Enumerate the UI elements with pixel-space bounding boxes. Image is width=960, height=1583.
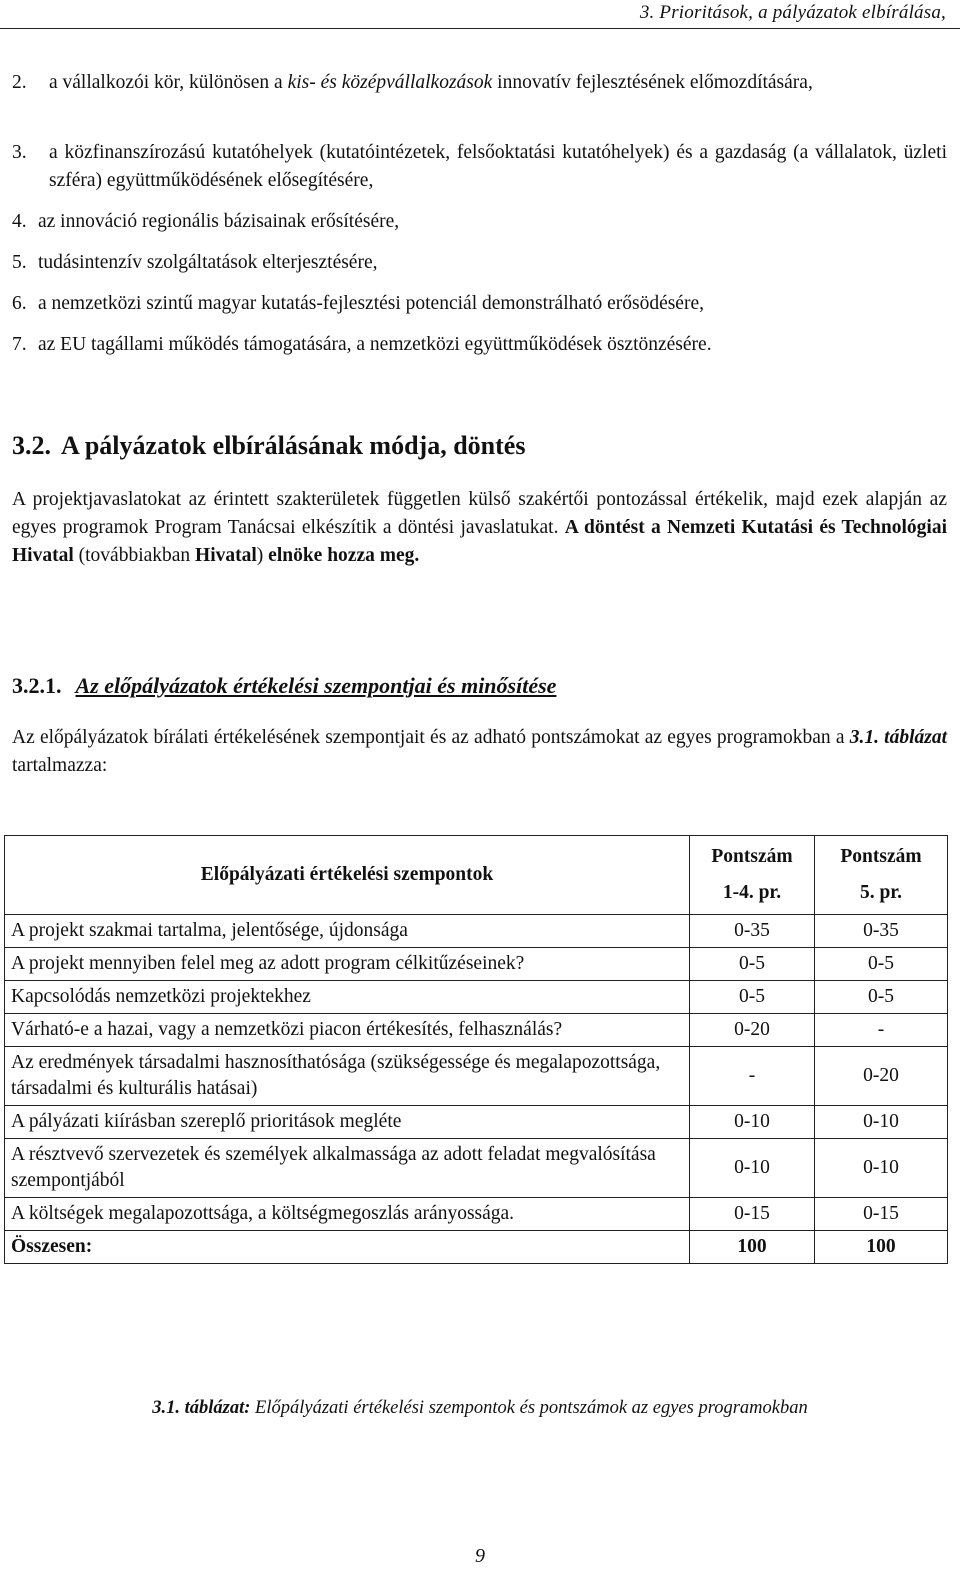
table-reference: 3.1. táblázat — [849, 727, 947, 748]
criterion-cell: A költségek megalapozottsága, a költségmegoszlás arányossága. — [5, 1198, 690, 1231]
points-cell-5: 0-35 — [815, 915, 948, 948]
points-cell-5: 0-10 — [815, 1106, 948, 1139]
section-number: 3.2. — [12, 431, 51, 460]
paragraph-text: tartalmazza: — [12, 755, 108, 776]
list-text — [49, 72, 813, 93]
list-item — [12, 290, 947, 318]
table-row — [5, 1106, 948, 1139]
criterion-cell: Kapcsolódás nemzetközi projektekhez — [5, 981, 690, 1014]
list-number: 6. — [12, 293, 27, 314]
table-header-row — [5, 836, 948, 915]
header-points-5 — [815, 836, 948, 915]
table-row — [5, 948, 948, 981]
points-cell-1-4: 0-10 — [690, 1139, 815, 1198]
criterion-cell: A pályázati kiírásban szereplő prioritások megléte — [5, 1106, 690, 1139]
criterion-cell: A résztvevő szervezetek és személyek alkalmassága az adott feladat megvalósítása szempontjából — [5, 1139, 690, 1198]
evaluation-table — [4, 835, 948, 1264]
page-number: 9 — [475, 1545, 485, 1567]
list-number: 2. — [12, 72, 27, 93]
caption-text: Előpályázati értékelési szempontok és pontszámok az egyes programokban — [250, 1398, 808, 1418]
points-cell-1-4: 0-10 — [690, 1106, 815, 1139]
list-text: a közfinanszírozású kutatóhelyek (kutatóintézetek, felsőoktatási kutatóhelyek) és a gazdaság (a vállalatok, üzleti szféra) együttműködésének elősegítésére, — [49, 142, 947, 191]
points-cell-5: 0-10 — [815, 1139, 948, 1198]
table-row — [5, 1198, 948, 1231]
section-title: A pályázatok elbírálásának módja, döntés — [61, 431, 526, 460]
points-cell-5: - — [815, 1014, 948, 1047]
list-number: 5. — [12, 252, 27, 273]
points-cell-1-4: 0-15 — [690, 1198, 815, 1231]
list-number: 7. — [12, 334, 27, 355]
criterion-cell: Várható-e a hazai, vagy a nemzetközi piacon értékesítés, felhasználás? — [5, 1014, 690, 1047]
paragraph-bold: A döntést a Nemzeti Kutatási és Technológiai Hivatal — [12, 517, 948, 566]
total-points-1-4: 100 — [690, 1231, 815, 1264]
table-row — [5, 981, 948, 1014]
caption-label: 3.1. táblázat: — [152, 1398, 251, 1418]
running-header: 3. Prioritások, a pályázatok elbírálása, — [639, 2, 946, 23]
section-heading — [12, 430, 525, 462]
subsection-heading — [12, 671, 556, 701]
subsection-title: Az előpályázatok értékelési szempontjai és minősítése — [75, 673, 557, 698]
subsection-intro — [12, 724, 947, 780]
header-program-range: 5. pr. — [859, 882, 903, 903]
list-number: 4. — [12, 211, 27, 232]
list-text-part: innovatív fejlesztésének előmozdítására, — [492, 72, 813, 93]
header-points-1-4 — [690, 836, 815, 915]
points-cell-1-4: - — [690, 1047, 815, 1106]
criterion-cell: A projekt mennyiben felel meg az adott program célkitűzéseinek? — [5, 948, 690, 981]
header-criteria: Előpályázati értékelési szempontok — [5, 836, 690, 915]
criterion-cell: A projekt szakmai tartalma, jelentősége, újdonsága — [5, 915, 690, 948]
list-item — [12, 331, 947, 359]
table-row — [5, 1139, 948, 1198]
paragraph-text: (továbbiakban — [73, 545, 196, 566]
points-cell-1-4: 0-35 — [690, 915, 815, 948]
points-cell-1-4: 0-5 — [690, 948, 815, 981]
paragraph-text: ) — [256, 545, 269, 566]
points-cell-5: 0-5 — [815, 948, 948, 981]
table-row — [5, 1047, 948, 1106]
points-cell-1-4: 0-20 — [690, 1014, 815, 1047]
list-text: az EU tagállami működés támogatására, a nemzetközi együttműködések ösztönzésére. — [38, 334, 712, 355]
paragraph-text: Az előpályázatok bírálati értékelésének szempontjait és az adható pontszámokat az egyes programokban a — [12, 727, 850, 748]
subsection-number: 3.2.1. — [12, 673, 62, 698]
header-points-label: Pontszám — [711, 846, 793, 867]
table-row — [5, 1014, 948, 1047]
header-program-range: 1-4. pr. — [722, 882, 782, 903]
table-row — [5, 915, 948, 948]
points-cell-5: 0-15 — [815, 1198, 948, 1231]
points-cell-1-4: 0-5 — [690, 981, 815, 1014]
table-caption — [0, 1398, 960, 1419]
points-cell-5: 0-5 — [815, 981, 948, 1014]
list-item — [12, 139, 947, 195]
header-rule — [0, 28, 960, 29]
list-text-italic: kis- és középvállalkozások — [287, 72, 493, 93]
list-number: 3. — [12, 142, 27, 163]
list-text: az innováció regionális bázisainak erősítésére, — [38, 211, 400, 232]
header-points-label: Pontszám — [840, 846, 922, 867]
paragraph-bold: Hivatal — [195, 545, 257, 566]
total-points-5: 100 — [815, 1231, 948, 1264]
points-cell-5: 0-20 — [815, 1047, 948, 1106]
list-item — [12, 249, 947, 277]
criterion-cell: Az eredmények társadalmi hasznosíthatósága (szükségessége és megalapozottsága, társadalmi és kulturális hatásai) — [5, 1047, 690, 1106]
list-item — [12, 208, 947, 236]
paragraph-text: A projektjavaslatokat az érintett szakterületek független külső szakértői pontozással értékelik, majd ezek alapján az egyes programok Program Tanácsai elkészítik a döntési javaslatukat. — [12, 489, 947, 538]
list-text-part: a vállalkozói kör, különösen a — [49, 72, 288, 93]
list-item — [12, 69, 947, 97]
paragraph-bold: elnöke hozza meg. — [268, 545, 420, 566]
section-paragraph — [12, 486, 947, 570]
total-label: Összesen: — [5, 1231, 690, 1264]
list-text: tudásintenzív szolgáltatások elterjesztésére, — [38, 252, 378, 273]
list-text: a nemzetközi szintű magyar kutatás-fejlesztési potenciál demonstrálható erősödésére, — [38, 293, 704, 314]
table-total-row — [5, 1231, 948, 1264]
